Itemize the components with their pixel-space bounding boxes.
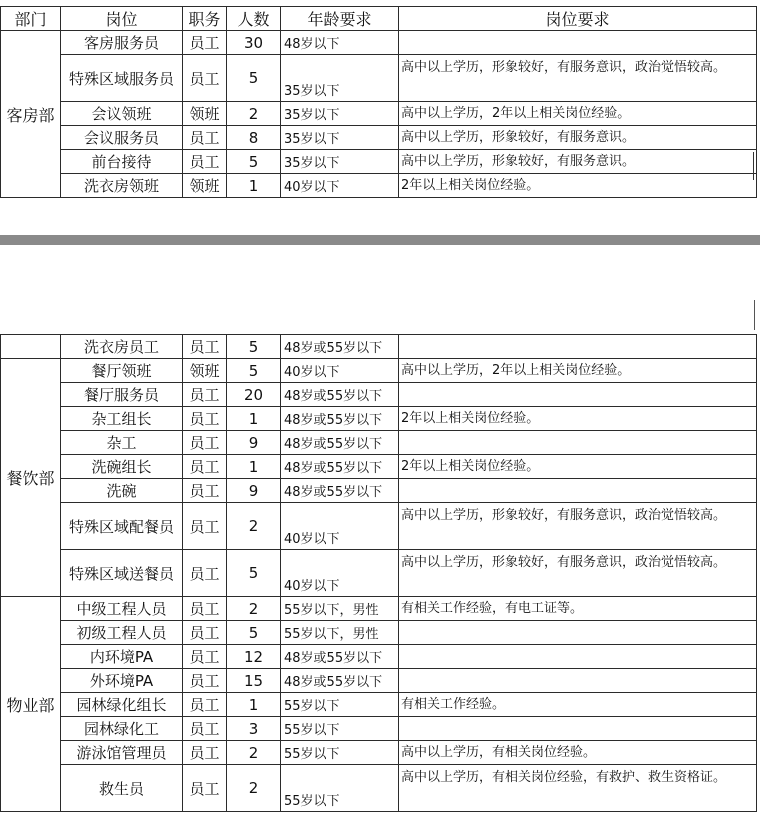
age-cell: 40岁以下: [281, 503, 399, 550]
requirement-cell: 2年以上相关岗位经验。: [399, 455, 757, 479]
role-cell: 员工: [183, 479, 227, 503]
role-cell: 员工: [183, 621, 227, 645]
age-cell: 35岁以下: [281, 126, 399, 150]
position-cell: 特殊区域送餐员: [61, 550, 183, 597]
age-cell: 35岁以下: [281, 102, 399, 126]
count-cell: 5: [227, 55, 281, 102]
count-cell: 15: [227, 669, 281, 693]
position-cell: 洗衣房领班: [61, 174, 183, 198]
header-age: 年龄要求: [281, 7, 399, 31]
table-row: [1, 693, 757, 717]
page-edge-mark: [754, 300, 755, 330]
age-cell: 48岁或55岁以下: [281, 669, 399, 693]
header-dept: 部门: [1, 7, 61, 31]
table-row: [1, 765, 757, 812]
position-cell: 洗碗组长: [61, 455, 183, 479]
requirement-cell: 2年以上相关岗位经验。: [399, 174, 757, 198]
requirement-cell: [399, 645, 757, 669]
requirement-cell: 高中以上学历，形象较好，有服务意识，政治觉悟较高。: [399, 55, 757, 102]
role-cell: 员工: [183, 31, 227, 55]
table-row: [1, 645, 757, 669]
requirement-cell: [399, 431, 757, 455]
age-cell: 55岁以下: [281, 765, 399, 812]
age-cell: 40岁以下: [281, 174, 399, 198]
count-cell: 5: [227, 550, 281, 597]
age-cell: 48岁或55岁以下: [281, 645, 399, 669]
position-cell: 初级工程人员: [61, 621, 183, 645]
age-cell: 35岁以下: [281, 150, 399, 174]
count-cell: 2: [227, 597, 281, 621]
requirement-cell: [399, 383, 757, 407]
position-cell: 餐厅服务员: [61, 383, 183, 407]
role-cell: 员工: [183, 126, 227, 150]
recruitment-table-catering-property: [0, 334, 757, 812]
table-row: [1, 335, 757, 359]
role-cell: 员工: [183, 717, 227, 741]
dept-cell-rooms: 客房部: [1, 31, 61, 198]
count-cell: 1: [227, 407, 281, 431]
age-cell: 55岁以下: [281, 741, 399, 765]
age-cell: 48岁或55岁以下: [281, 455, 399, 479]
page-divider: [0, 235, 760, 245]
role-cell: 员工: [183, 693, 227, 717]
role-cell: 领班: [183, 359, 227, 383]
dept-cell-empty: [1, 335, 61, 359]
position-cell: 救生员: [61, 765, 183, 812]
position-cell: 特殊区域配餐员: [61, 503, 183, 550]
requirement-cell: [399, 479, 757, 503]
position-cell: 园林绿化工: [61, 717, 183, 741]
position-cell: 前台接待: [61, 150, 183, 174]
role-cell: 员工: [183, 455, 227, 479]
count-cell: 1: [227, 455, 281, 479]
count-cell: 1: [227, 693, 281, 717]
age-cell: 55岁以下: [281, 717, 399, 741]
role-cell: 员工: [183, 335, 227, 359]
age-cell: 55岁以下，男性: [281, 597, 399, 621]
count-cell: 2: [227, 741, 281, 765]
count-cell: 30: [227, 31, 281, 55]
requirement-cell: 高中以上学历，有相关岗位经验，有救护、救生资格证。: [399, 765, 757, 812]
role-cell: 领班: [183, 102, 227, 126]
position-cell: 杂工组长: [61, 407, 183, 431]
table-row: [1, 383, 757, 407]
header-count: 人数: [227, 7, 281, 31]
table-header-row: [1, 7, 757, 31]
table-row: [1, 503, 757, 550]
recruitment-table-rooms: [0, 6, 757, 198]
table-row: [1, 126, 757, 150]
role-cell: 员工: [183, 407, 227, 431]
position-cell: 内环境PA: [61, 645, 183, 669]
count-cell: 3: [227, 717, 281, 741]
table-row: [1, 455, 757, 479]
role-cell: 员工: [183, 765, 227, 812]
role-cell: 员工: [183, 550, 227, 597]
requirement-cell: [399, 717, 757, 741]
age-cell: 40岁以下: [281, 359, 399, 383]
table-row: [1, 479, 757, 503]
age-cell: 48岁或55岁以下: [281, 335, 399, 359]
header-requirement: 岗位要求: [399, 7, 757, 31]
age-cell: 40岁以下: [281, 550, 399, 597]
age-cell: 48岁或55岁以下: [281, 431, 399, 455]
count-cell: 8: [227, 126, 281, 150]
position-cell: 外环境PA: [61, 669, 183, 693]
table-row: [1, 741, 757, 765]
count-cell: 9: [227, 479, 281, 503]
role-cell: 员工: [183, 669, 227, 693]
requirement-cell: 高中以上学历，2年以上相关岗位经验。: [399, 359, 757, 383]
requirement-cell: 高中以上学历，2年以上相关岗位经验。: [399, 102, 757, 126]
position-cell: 杂工: [61, 431, 183, 455]
requirement-cell: 有相关工作经验，有电工证等。: [399, 597, 757, 621]
count-cell: 2: [227, 503, 281, 550]
position-cell: 客房服务员: [61, 31, 183, 55]
position-cell: 会议服务员: [61, 126, 183, 150]
requirement-cell: 高中以上学历，形象较好，有服务意识，政治觉悟较高。: [399, 550, 757, 597]
position-cell: 特殊区域服务员: [61, 55, 183, 102]
count-cell: 12: [227, 645, 281, 669]
position-cell: 洗衣房员工: [61, 335, 183, 359]
table-row: [1, 55, 757, 102]
requirement-cell: 高中以上学历，有相关岗位经验。: [399, 741, 757, 765]
role-cell: 员工: [183, 431, 227, 455]
table-row: [1, 597, 757, 621]
table-row: [1, 31, 757, 55]
count-cell: 5: [227, 150, 281, 174]
count-cell: 20: [227, 383, 281, 407]
count-cell: 9: [227, 431, 281, 455]
position-cell: 园林绿化组长: [61, 693, 183, 717]
table-row: [1, 150, 757, 174]
requirement-cell: 2年以上相关岗位经验。: [399, 407, 757, 431]
table-row: [1, 669, 757, 693]
table-row: [1, 359, 757, 383]
requirement-cell: [399, 669, 757, 693]
count-cell: 2: [227, 102, 281, 126]
table-row: [1, 407, 757, 431]
table-row: [1, 174, 757, 198]
role-cell: 员工: [183, 383, 227, 407]
age-cell: 48岁或55岁以下: [281, 383, 399, 407]
table-row: [1, 621, 757, 645]
header-role: 职务: [183, 7, 227, 31]
table-row: [1, 550, 757, 597]
position-cell: 餐厅领班: [61, 359, 183, 383]
dept-cell-property: 物业部: [1, 597, 61, 812]
requirement-cell: [399, 335, 757, 359]
role-cell: 员工: [183, 55, 227, 102]
age-cell: 48岁或55岁以下: [281, 479, 399, 503]
age-cell: 35岁以下: [281, 55, 399, 102]
requirement-cell: 高中以上学历，形象较好，有服务意识。: [399, 126, 757, 150]
age-cell: 48岁或55岁以下: [281, 407, 399, 431]
age-cell: 55岁以下: [281, 693, 399, 717]
table-row: [1, 102, 757, 126]
position-cell: 洗碗: [61, 479, 183, 503]
count-cell: 1: [227, 174, 281, 198]
position-cell: 会议领班: [61, 102, 183, 126]
role-cell: 员工: [183, 741, 227, 765]
requirement-cell: [399, 31, 757, 55]
table-row: [1, 431, 757, 455]
role-cell: 员工: [183, 503, 227, 550]
requirement-cell: 高中以上学历，形象较好，有服务意识，政治觉悟较高。: [399, 503, 757, 550]
role-cell: 员工: [183, 150, 227, 174]
count-cell: 5: [227, 335, 281, 359]
position-cell: 游泳馆管理员: [61, 741, 183, 765]
count-cell: 5: [227, 359, 281, 383]
requirement-cell: [399, 621, 757, 645]
dept-cell-catering: 餐饮部: [1, 359, 61, 597]
header-position: 岗位: [61, 7, 183, 31]
right-edge-mark: [753, 152, 754, 180]
age-cell: 48岁以下: [281, 31, 399, 55]
count-cell: 5: [227, 621, 281, 645]
role-cell: 领班: [183, 174, 227, 198]
role-cell: 员工: [183, 597, 227, 621]
position-cell: 中级工程人员: [61, 597, 183, 621]
requirement-cell: 高中以上学历，形象较好，有服务意识。: [399, 150, 757, 174]
age-cell: 55岁以下，男性: [281, 621, 399, 645]
role-cell: 员工: [183, 645, 227, 669]
count-cell: 2: [227, 765, 281, 812]
requirement-cell: 有相关工作经验。: [399, 693, 757, 717]
table-row: [1, 717, 757, 741]
